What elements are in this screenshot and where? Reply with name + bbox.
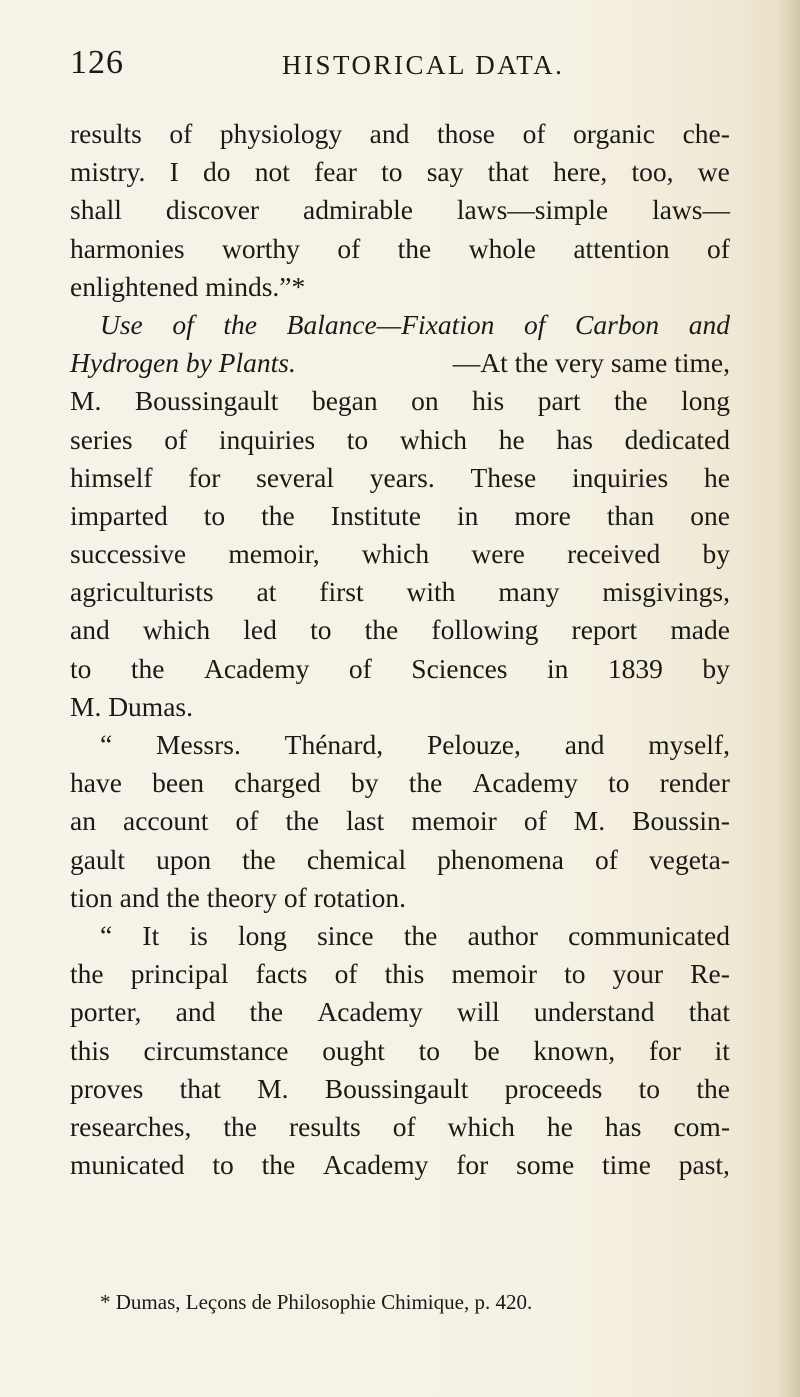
section-heading-continued: Hydrogen by Plants. (70, 347, 296, 379)
page-edge-shadow (778, 0, 800, 1397)
text-line: gault upon the chemical phenomena of vegeta- (70, 843, 730, 875)
text-line: results of physiology and those of organic che- (70, 118, 730, 149)
text-line: “ It is long since the author communicated (100, 919, 730, 951)
text-line: himself for several years. These inquiries he (70, 461, 730, 493)
text-line: tion and the theory of rotation. (70, 881, 407, 913)
text-line: to the Academy of Sciences in 1839 by (70, 652, 730, 684)
text-line: the principal facts of this memoir to your Re- (70, 958, 730, 990)
text-line: enlightened minds.”* (70, 270, 306, 302)
running-head (70, 44, 730, 84)
text-line-continued: —At the very same time, (452, 347, 730, 379)
text-line: this circumstance ought to be known, for it (70, 1034, 730, 1066)
section-heading-line-2 (70, 344, 730, 382)
text-line: municated to the Academy for some time past, (70, 1149, 730, 1181)
text-line: agriculturists at first with many misgivings, (70, 576, 730, 608)
text-line: series of inquiries to which he has dedicated (70, 423, 730, 455)
text-line: and which led to the following report made (70, 614, 730, 646)
page-number: 126 (70, 44, 124, 81)
body-text (70, 115, 730, 1184)
text-line: have been charged by the Academy to render (70, 767, 730, 799)
text-line: “ Messrs. Thénard, Pelouze, and myself, (100, 729, 730, 760)
text-line: porter, and the Academy will understand that (70, 996, 730, 1028)
text-line: mistry. I do not fear to say that here, too, we (70, 156, 730, 188)
text-line: shall discover admirable laws—simple laws— (70, 194, 730, 226)
section-heading-line: Use of the Balance—Fixation of Carbon and (100, 308, 730, 340)
text-line: successive memoir, which were received by (70, 538, 730, 570)
text-line: M. Boussingault began on his part the long (70, 385, 730, 417)
footnote: * Dumas, Leçons de Philosophie Chimique, p. 420. (100, 1290, 533, 1314)
text-line: an account of the last memoir of M. Boussin- (70, 805, 730, 837)
text-line: harmonies worthy of the whole attention of (70, 232, 730, 264)
running-title: HISTORICAL DATA. (282, 50, 565, 80)
text-line: imparted to the Institute in more than one (70, 499, 730, 531)
text-line: M. Dumas. (70, 690, 193, 722)
text-line: researches, the results of which he has com- (70, 1110, 730, 1142)
text-line: proves that M. Boussingault proceeds to the (70, 1072, 730, 1104)
